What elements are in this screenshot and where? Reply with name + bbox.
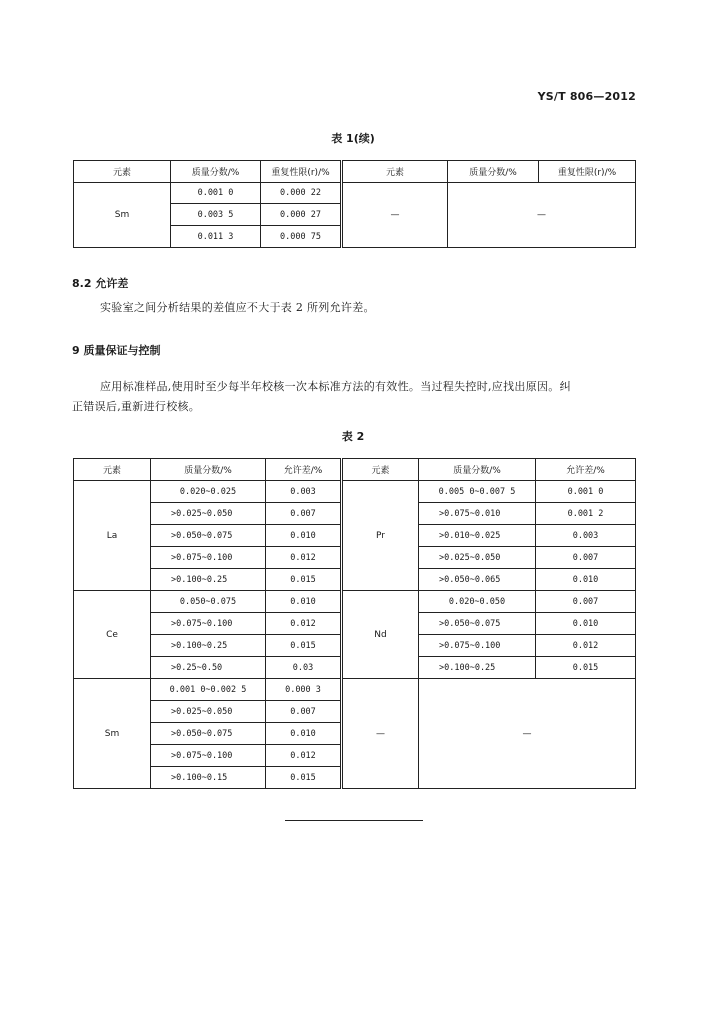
table-cell: 0.000 27	[261, 204, 342, 226]
table-cell: >0.025~0.050	[151, 701, 266, 723]
table2	[73, 458, 636, 789]
table2-header-mass-right: 质量分数/%	[419, 459, 536, 481]
end-rule	[285, 820, 423, 821]
table-cell: 0.020~0.050	[419, 591, 536, 613]
table-cell: 0.010	[536, 569, 636, 591]
section-8-2-title: 8.2 允许差	[72, 277, 129, 290]
table1-header-element-right: 元素	[342, 161, 448, 183]
table2-header-mass: 质量分数/%	[151, 459, 266, 481]
table-cell: 0.020~0.025	[151, 481, 266, 503]
table-cell: 0.010	[266, 525, 342, 547]
table-cell: >0.075~0.010	[419, 503, 536, 525]
table-cell: 0.012	[266, 745, 342, 767]
table-cell: 0.050~0.075	[151, 591, 266, 613]
table1-header-mass-right: 质量分数/%	[448, 161, 539, 183]
table2-right-empty-value: —	[419, 679, 636, 789]
table-cell: 0.007	[266, 503, 342, 525]
table-cell: 0.03	[266, 657, 342, 679]
table-cell: 0.010	[266, 591, 342, 613]
table-cell: >0.100~0.25	[151, 635, 266, 657]
table-cell: >0.075~0.100	[151, 547, 266, 569]
table-cell: 0.003 5	[171, 204, 261, 226]
table-cell: 0.015	[266, 635, 342, 657]
table-cell: 0.011 3	[171, 226, 261, 248]
table1-element-sm: Sm	[74, 183, 171, 248]
table1-caption: 表 1(续)	[331, 132, 375, 145]
table-cell: 0.012	[266, 613, 342, 635]
table2-element-pr: Pr	[342, 481, 419, 591]
section-9-title: 9 质量保证与控制	[72, 344, 161, 357]
table-cell: 0.003	[536, 525, 636, 547]
table1-header-element: 元素	[74, 161, 171, 183]
table2-header-element-right: 元素	[342, 459, 419, 481]
table-cell: >0.050~0.075	[151, 723, 266, 745]
table2-caption: 表 2	[341, 430, 365, 443]
table-cell: 0.012	[536, 635, 636, 657]
table-cell: >0.100~0.25	[419, 657, 536, 679]
table-cell: >0.050~0.065	[419, 569, 536, 591]
table-cell: 0.001 0~0.002 5	[151, 679, 266, 701]
table-cell: >0.010~0.025	[419, 525, 536, 547]
table-cell: >0.100~0.15	[151, 767, 266, 789]
table-cell: 0.007	[536, 591, 636, 613]
table-cell: 0.010	[266, 723, 342, 745]
table-cell: 0.015	[266, 569, 342, 591]
table2-header-element: 元素	[74, 459, 151, 481]
table-cell: 0.001 0	[536, 481, 636, 503]
table-cell: 0.007	[266, 701, 342, 723]
table1-header-limit-right: 重复性限(r)/%	[539, 161, 636, 183]
table-cell: >0.025~0.050	[419, 547, 536, 569]
table-cell: 0.012	[266, 547, 342, 569]
table1-right-value-dash: —	[448, 183, 636, 248]
table1-right-element-dash: —	[342, 183, 448, 248]
table-cell: >0.075~0.100	[151, 613, 266, 635]
table1-header-mass: 质量分数/%	[171, 161, 261, 183]
table1	[73, 160, 636, 248]
table-cell: >0.25~0.50	[151, 657, 266, 679]
table-cell: 0.000 22	[261, 183, 342, 204]
table2-element-sm: Sm	[74, 679, 151, 789]
table-cell: 0.001 2	[536, 503, 636, 525]
table-cell: >0.075~0.100	[419, 635, 536, 657]
table-cell: >0.100~0.25	[151, 569, 266, 591]
table-cell: 0.003	[266, 481, 342, 503]
table2-right-empty-element: —	[342, 679, 419, 789]
table-cell: >0.075~0.100	[151, 745, 266, 767]
table-cell: 0.000 75	[261, 226, 342, 248]
table-cell: 0.000 3	[266, 679, 342, 701]
section-9-line2: 正错误后,重新进行校核。	[72, 400, 201, 413]
table-cell: >0.050~0.075	[419, 613, 536, 635]
table-cell: >0.050~0.075	[151, 525, 266, 547]
table-cell: 0.005 0~0.007 5	[419, 481, 536, 503]
table2-header-tol: 允许差/%	[266, 459, 342, 481]
table-cell: 0.010	[536, 613, 636, 635]
table2-header-tol-right: 允许差/%	[536, 459, 636, 481]
table2-element-la: La	[74, 481, 151, 591]
table-cell: 0.015	[536, 657, 636, 679]
section-8-2-text: 实验室之间分析结果的差值应不大于表 2 所列允许差。	[100, 301, 375, 314]
table-cell: >0.025~0.050	[151, 503, 266, 525]
table-cell: 0.015	[266, 767, 342, 789]
section-9-line1: 应用标准样品,使用时至少每半年校核一次本标准方法的有效性。当过程失控时,应找出原因。纠	[100, 380, 571, 393]
table2-element-ce: Ce	[74, 591, 151, 679]
table2-element-nd: Nd	[342, 591, 419, 679]
standard-code: YS/T 806—2012	[537, 90, 636, 103]
table-cell: 0.007	[536, 547, 636, 569]
table-cell: 0.001 0	[171, 183, 261, 204]
table1-header-limit: 重复性限(r)/%	[261, 161, 342, 183]
